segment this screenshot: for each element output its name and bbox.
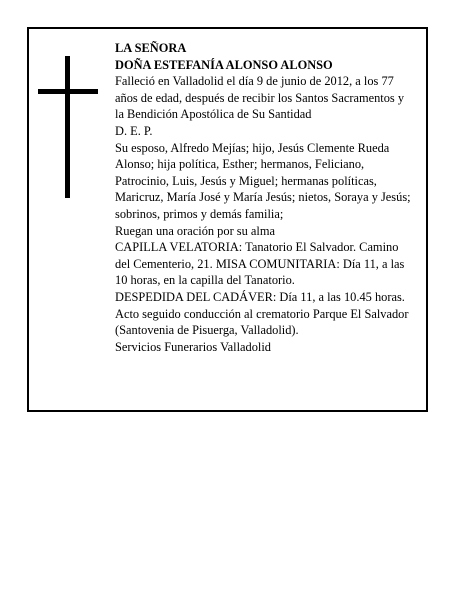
obituary-notice (27, 27, 428, 412)
chapel-paragraph: CAPILLA VELATORIA: Tanatorio El Salvador. Camino del Cementerio, 21. MISA COMUNITARIA: Día 11, a las 10 horas, en la capilla del Tanatorio. (115, 240, 405, 288)
notice-text (115, 40, 415, 355)
family-paragraph: Su esposo, Alfredo Mejías; hijo, Jesús Clemente Rueda Alonso; hija política, Esther; hermanos, Feliciano, Patrocinio, Luis, Jesús y Miguel; hermanas políticas, Maricruz, María José y María Jesús; nietos, Soraya y Jesús; sobrinos, primos y demás familia; (115, 140, 411, 221)
heading-title: LA SEÑORA (115, 41, 187, 55)
deceased-name: DOÑA ESTEFANÍA ALONSO ALONSO (115, 57, 333, 72)
cross-horizontal-bar (38, 89, 98, 94)
cross-vertical-bar (65, 56, 70, 198)
dep-line: D. E. P. (115, 123, 153, 138)
prayer-request: Ruegan una oración por su alma (115, 223, 275, 238)
farewell-paragraph: DESPEDIDA DEL CADÁVER: Día 11, a las 10.45 horas. Acto seguido conducción al crematorio Parque El Salvador (Santovenia de Pisuerga, Valladolid). (115, 289, 409, 338)
death-paragraph: Falleció en Valladolid el día 9 de junio de 2012, a los 77 años de edad, después de recibir los Santos Sacramentos y la Bendición Apostólica de Su Santidad (115, 74, 405, 122)
funeral-services: Servicios Funerarios Valladolid (115, 339, 272, 354)
cross-icon (38, 56, 98, 198)
